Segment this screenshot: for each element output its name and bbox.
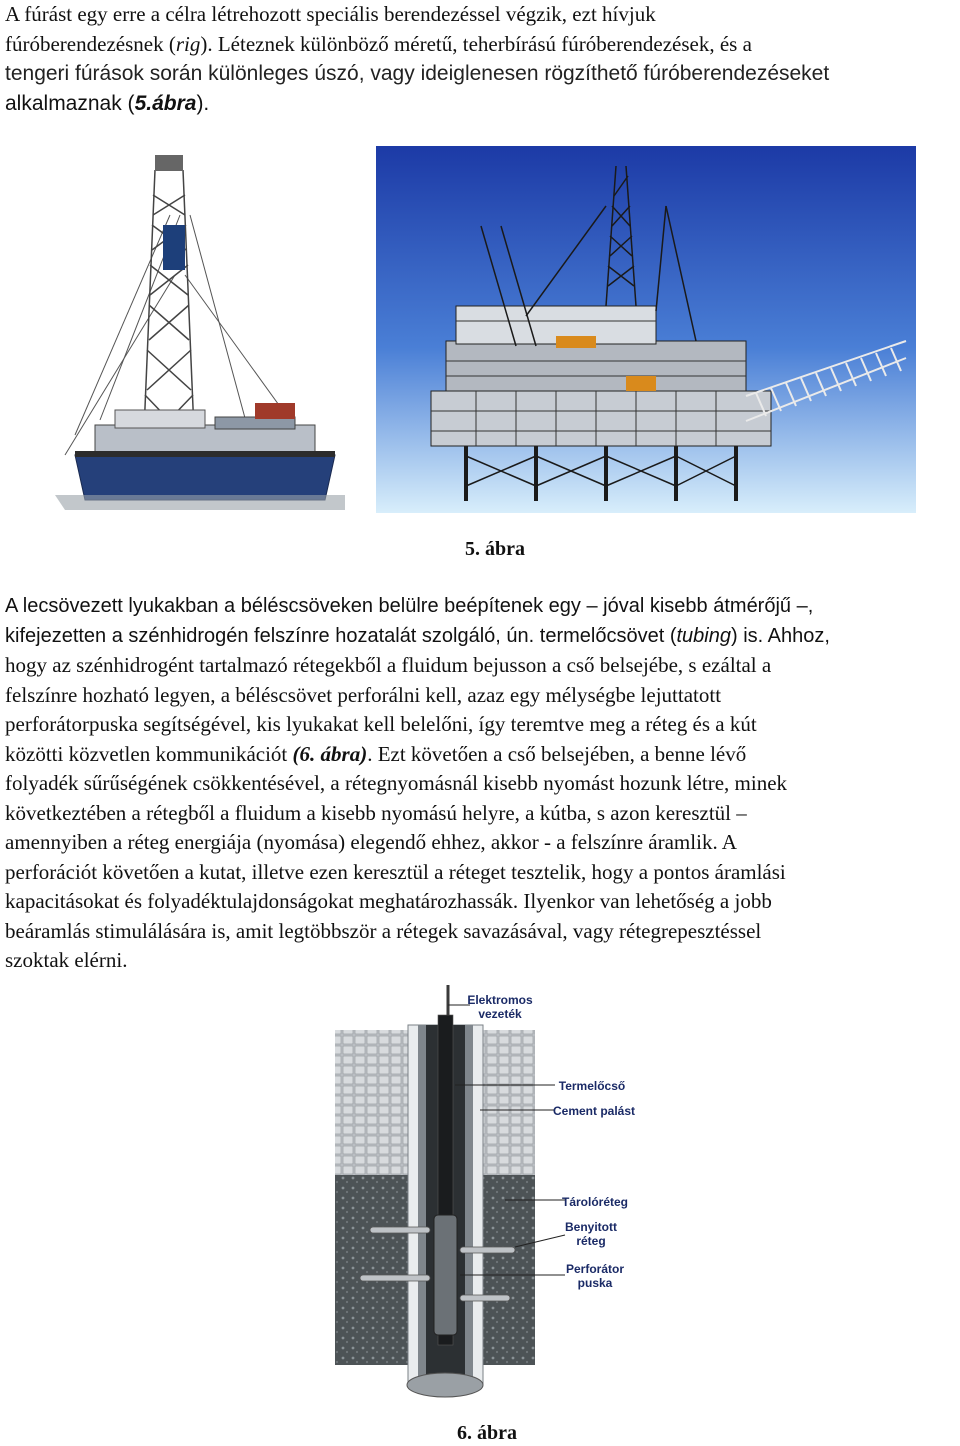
- intro-paragraph: [5, 0, 960, 118]
- text-line: A lecsövezett lyukakban a béléscsöveken belülre beépítenek egy – jóval kisebb átmérőjű –,: [5, 595, 814, 617]
- text-line: A fúrást egy erre a célra létrehozott speciális berendezéssel végzik, ezt hívjuk: [5, 2, 656, 26]
- text-line: perforátorpuska segítségével, kis lyukakat kell belelőni, így teremtve meg a réteg és a kút: [5, 712, 757, 736]
- reservoir-label: [557, 1195, 633, 1209]
- offshore-platform-illustration: [376, 146, 916, 513]
- text-line: amennyiben a réteg energiája (nyomása) elegendő ehhez, akkor - a felszínre áramlik. A: [5, 830, 737, 854]
- label-line: Termelőcső: [558, 1079, 626, 1093]
- label-line: Elektromos: [467, 993, 533, 1007]
- perforating-gun-label: [560, 1262, 630, 1290]
- text-line: folyadék sűrűségének csökkentésével, a rétegnyomásnál kisebb nyomást hozunk létre, minek: [5, 771, 788, 795]
- text-line: kifejezetten a szénhidrogén felszínre hozatalát szolgáló, ún. termelőcsövet (tubing) is. Ahhoz,: [5, 624, 830, 647]
- label-line: réteg: [576, 1234, 606, 1248]
- text-line: tengeri fúrások során különleges úszó, vagy ideiglenesen rögzíthető fúróberendezéseket: [5, 62, 830, 85]
- label-line: Tárolóréteg: [561, 1195, 628, 1209]
- text-line: perforációt követően a kutat, illetve ezen keresztül a réteget tesztelik, hogy a pontos áramlási: [5, 859, 786, 884]
- body-paragraph: [5, 592, 960, 976]
- label-line: Perforátor: [565, 1262, 624, 1276]
- label-line: puska: [577, 1276, 613, 1290]
- figure5-caption: 5. ábra: [465, 538, 525, 560]
- electric-cable-label: [460, 993, 540, 1021]
- text-line: következtében a rétegből a fluidum a kisebb nyomású helyre, a kútba, s azon keresztül –: [5, 800, 747, 825]
- label-line: Cement palást: [552, 1104, 636, 1118]
- text-line: beáramlás stimulálására is, amit legtöbbször a rétegek savazásával, vagy rétegrepesztéssel: [5, 918, 762, 943]
- label-line: vezeték: [478, 1007, 522, 1021]
- label-line: Benyitott: [565, 1220, 617, 1234]
- tubing-label: [552, 1079, 632, 1093]
- text-line: közötti közvetlen kommunikációt (6. ábra). Ezt követően a cső belsejében, a benne lévő: [5, 741, 747, 766]
- land-drilling-rig-illustration: [55, 155, 345, 515]
- figure6-caption: 6. ábra: [457, 1422, 517, 1444]
- text-line: felszínre hozható legyen, a béléscsövet perforálni kell, azaz egy mélységbe lejuttatott: [5, 682, 722, 707]
- text-line: kapacitásokat és folyadéktulajdonságokat meghatározhassák. Ilyenkor van lehetőség a jobb: [5, 889, 772, 913]
- text-line: alkalmaznak (5.ábra).: [5, 91, 210, 115]
- text-line: fúróberendezésnek (rig). Léteznek különböző méretű, teherbírású fúróberendezések, és a: [5, 31, 752, 56]
- cement-sheath-label: [548, 1104, 640, 1118]
- text-line: hogy az szénhidrogént tartalmazó rétegekből a fluidum bejusson a cső belsejébe, s ezáltal a: [5, 653, 772, 677]
- text-line: szoktak elérni.: [5, 948, 128, 972]
- perforated-layer-label: [560, 1220, 622, 1248]
